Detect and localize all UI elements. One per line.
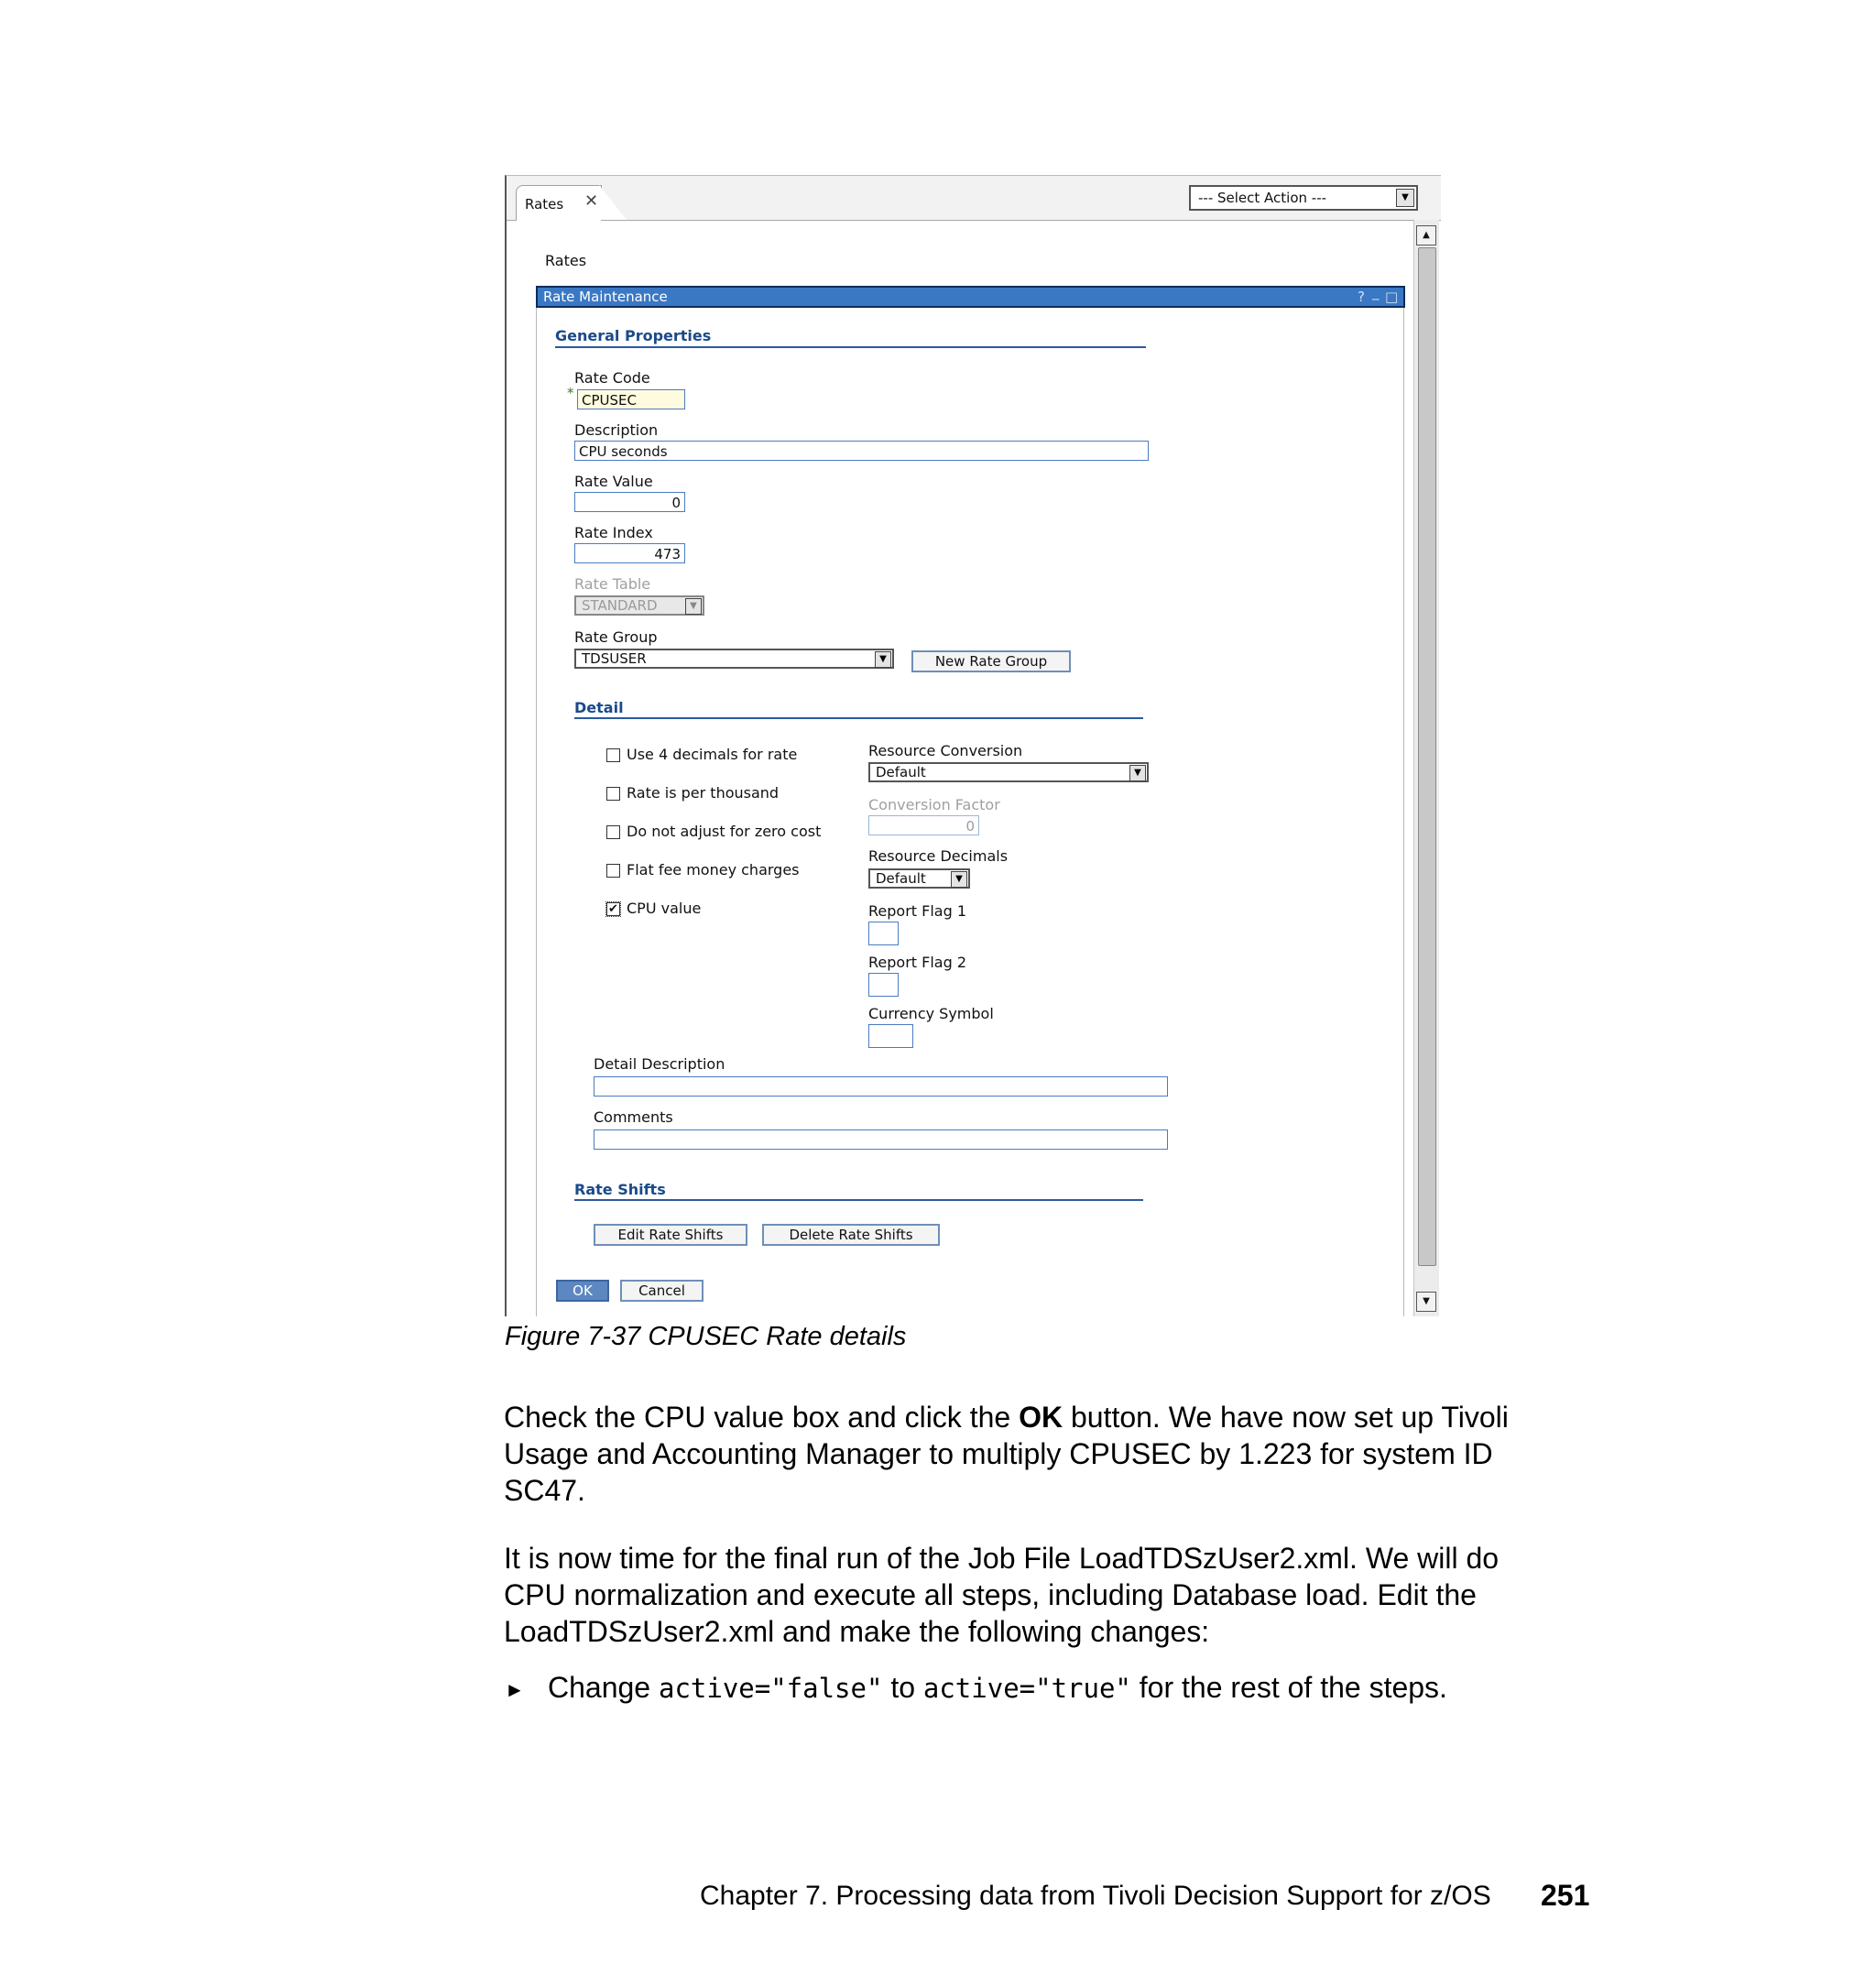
resource-decimals-select[interactable] xyxy=(868,868,970,889)
page-number: 251 xyxy=(1541,1879,1590,1912)
breadcrumb: Rates xyxy=(545,252,587,269)
bullet-triangle-icon: ► xyxy=(505,1678,525,1701)
resource-conversion-label: Resource Conversion xyxy=(868,742,1023,759)
comments-input[interactable] xyxy=(594,1129,1168,1150)
checkbox-label: Flat fee money charges xyxy=(627,861,800,878)
scroll-up-icon[interactable]: ▲ xyxy=(1416,225,1436,246)
ok-emphasis: OK xyxy=(1019,1401,1063,1434)
scroll-down-icon[interactable]: ▼ xyxy=(1416,1292,1436,1312)
rate-code-input[interactable]: CPUSEC xyxy=(577,389,685,409)
tab-notch xyxy=(599,185,627,220)
resource-conversion-select[interactable] xyxy=(868,762,1149,782)
checkbox-cpu-value[interactable]: ✔ xyxy=(606,902,620,916)
resource-decimals-value: Default xyxy=(876,870,926,887)
code-snippet: active="true" xyxy=(922,1673,1131,1704)
vertical-scrollbar[interactable] xyxy=(1413,220,1439,1316)
delete-rate-shifts-button[interactable]: Delete Rate Shifts xyxy=(762,1224,940,1246)
close-icon[interactable]: ✕ xyxy=(584,191,599,211)
scrollbar-thumb[interactable] xyxy=(1418,247,1436,1266)
bullet-text: to xyxy=(882,1671,923,1704)
tab-rates-label: Rates xyxy=(525,196,564,213)
section-divider xyxy=(574,717,1143,719)
ok-button[interactable]: OK xyxy=(556,1280,609,1302)
chevron-down-icon[interactable]: ▼ xyxy=(1129,765,1146,781)
cancel-button[interactable]: Cancel xyxy=(620,1280,704,1302)
checkbox-label: Rate is per thousand xyxy=(627,784,780,802)
rate-group-label: Rate Group xyxy=(574,628,658,646)
checkbox-use-4-decimals[interactable] xyxy=(606,748,620,762)
paragraph-1 xyxy=(504,1399,1566,1509)
rate-value-input[interactable]: 0 xyxy=(574,492,685,512)
chevron-down-icon[interactable]: ▼ xyxy=(1396,189,1414,207)
edit-rate-shifts-button[interactable]: Edit Rate Shifts xyxy=(594,1224,747,1246)
conversion-factor-input: 0 xyxy=(868,815,979,835)
maximize-icon[interactable]: □ xyxy=(1385,289,1399,305)
report-flag-1-input[interactable] xyxy=(868,922,899,945)
bullet-text: Change xyxy=(548,1671,659,1704)
rate-group-value: TDSUSER xyxy=(582,650,647,667)
page-footer: Chapter 7. Processing data from Tivoli Decision Support for z/OS xyxy=(700,1881,1491,1911)
checkbox-flat-fee[interactable] xyxy=(606,864,620,878)
paragraph-2: It is now time for the final run of the Job File LoadTDSzUser2.xml. We will do CPU normalization and execute all steps, including Database load. Edit the LoadTDSzUser2.xml and make the following changes: xyxy=(504,1542,1500,1648)
description-label: Description xyxy=(574,421,659,439)
portlet-titlebar xyxy=(536,286,1405,308)
bullet-text: for the rest of the steps. xyxy=(1130,1671,1447,1704)
currency-symbol-input[interactable] xyxy=(868,1024,913,1048)
rate-table-label: Rate Table xyxy=(574,575,651,593)
chevron-down-icon[interactable]: ▼ xyxy=(951,871,967,888)
paragraph-text: button. We have now set up Tivoli Usage and Accounting Manager to multiply CPUSEC by 1.223 for system ID SC47. xyxy=(504,1401,1509,1507)
section-rate-shifts: Rate Shifts xyxy=(574,1181,666,1198)
rate-index-input[interactable]: 473 xyxy=(574,543,685,563)
checkbox-label: Use 4 decimals for rate xyxy=(627,746,798,763)
resource-conversion-value: Default xyxy=(876,764,926,780)
resource-decimals-label: Resource Decimals xyxy=(868,847,1009,865)
tab-bar xyxy=(507,176,1441,221)
code-snippet: active="false" xyxy=(658,1673,883,1704)
rate-value-label: Rate Value xyxy=(574,473,653,490)
description-input[interactable]: CPU seconds xyxy=(574,441,1149,461)
chevron-down-icon: ▼ xyxy=(685,598,702,615)
report-flag-1-label: Report Flag 1 xyxy=(868,902,966,920)
rate-table-value: STANDARD xyxy=(582,597,658,614)
detail-description-input[interactable] xyxy=(594,1076,1168,1097)
checkbox-label: Do not adjust for zero cost xyxy=(627,823,822,840)
new-rate-group-button[interactable]: New Rate Group xyxy=(911,650,1071,672)
rate-maintenance-screenshot xyxy=(505,175,1441,1316)
select-action-value: --- Select Action --- xyxy=(1198,190,1327,206)
checkbox-zero-cost[interactable] xyxy=(606,825,620,839)
conversion-factor-label: Conversion Factor xyxy=(868,796,1000,813)
minimize-icon[interactable]: _ xyxy=(1372,284,1380,300)
detail-description-label: Detail Description xyxy=(594,1055,725,1073)
checkbox-rate-per-thousand[interactable] xyxy=(606,787,620,801)
section-general-properties: General Properties xyxy=(555,327,712,344)
report-flag-2-label: Report Flag 2 xyxy=(868,954,966,971)
portlet-title: Rate Maintenance xyxy=(543,289,668,305)
section-detail: Detail xyxy=(574,699,624,716)
bullet-item xyxy=(548,1669,1555,1707)
section-divider xyxy=(555,346,1146,348)
section-divider xyxy=(574,1199,1143,1201)
currency-symbol-label: Currency Symbol xyxy=(868,1005,994,1022)
checkbox-label: CPU value xyxy=(627,900,702,917)
rate-code-label: Rate Code xyxy=(574,369,650,387)
rate-group-select[interactable] xyxy=(574,649,894,669)
help-icon[interactable]: ? xyxy=(1358,289,1365,305)
comments-label: Comments xyxy=(594,1108,673,1126)
select-action-dropdown[interactable] xyxy=(1189,185,1418,211)
chevron-down-icon[interactable]: ▼ xyxy=(875,651,891,668)
paragraph-text: Check the CPU value box and click the xyxy=(504,1401,1020,1434)
report-flag-2-input[interactable] xyxy=(868,973,899,997)
figure-caption: Figure 7-37 CPUSEC Rate details xyxy=(505,1322,907,1351)
rate-table-select xyxy=(574,595,704,616)
rate-index-label: Rate Index xyxy=(574,524,653,541)
required-icon: * xyxy=(567,385,574,401)
